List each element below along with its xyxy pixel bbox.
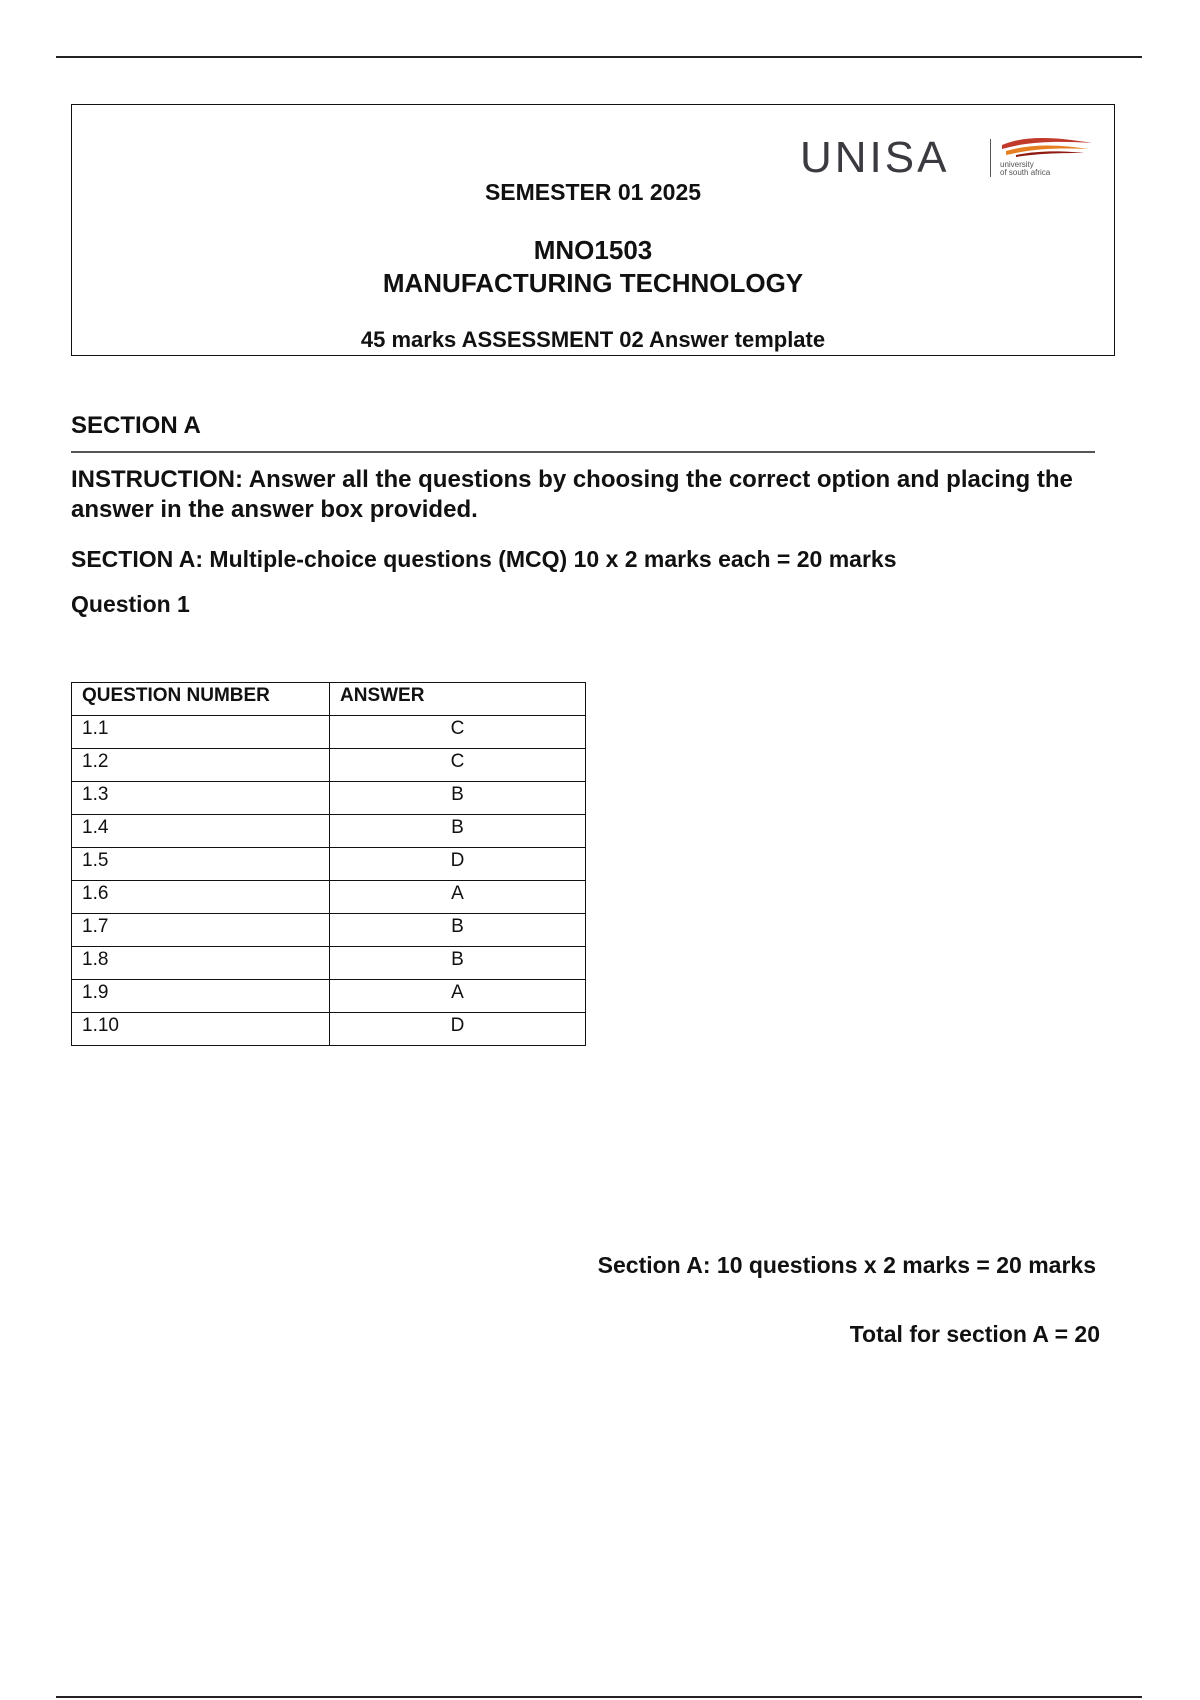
top-rule: [56, 56, 1142, 58]
answer-cell: A: [330, 980, 586, 1013]
logo-tagline-line2: of south africa: [1000, 168, 1051, 177]
course-code: MNO1503: [533, 235, 653, 265]
question-number-cell: 1.10: [72, 1013, 330, 1046]
table-row: [72, 815, 586, 848]
logo-divider: [990, 139, 991, 177]
logo-tagline: [1000, 161, 1050, 177]
question-number-cell: 1.8: [72, 947, 330, 980]
question-number-cell: 1.4: [72, 815, 330, 848]
answer-cell: D: [330, 1013, 586, 1046]
unisa-logo: [800, 133, 1100, 183]
answer-cell: B: [330, 815, 586, 848]
table-row: [72, 914, 586, 947]
section-total: Total for section A = 20: [849, 1321, 1100, 1347]
course-name: MANUFACTURING TECHNOLOGY: [382, 268, 804, 298]
answer-table: [71, 682, 586, 1046]
column-header-question: QUESTION NUMBER: [72, 683, 330, 716]
question-number-cell: 1.6: [72, 881, 330, 914]
table-row: [72, 848, 586, 881]
answer-cell: B: [330, 947, 586, 980]
question-number-cell: 1.2: [72, 749, 330, 782]
table-row: [72, 716, 586, 749]
answer-cell: B: [330, 782, 586, 815]
question-number-cell: 1.5: [72, 848, 330, 881]
answer-cell: D: [330, 848, 586, 881]
section-title: SECTION A: [71, 412, 201, 439]
table-row: [72, 782, 586, 815]
answer-cell: B: [330, 914, 586, 947]
logo-tagline-line1: university: [1000, 160, 1034, 169]
document-header: [71, 104, 1115, 356]
table-row: [72, 947, 586, 980]
logo-wordmark: UNISA: [800, 133, 950, 182]
section-marks-summary: Section A: 10 questions x 2 marks = 20 marks: [597, 1252, 1096, 1278]
column-header-answer: ANSWER: [330, 683, 586, 716]
section-divider: [71, 451, 1095, 453]
bottom-rule: [56, 1696, 1142, 1698]
mcq-heading: SECTION A: Multiple-choice questions (MCQ) 10 x 2 marks each = 20 marks: [71, 546, 897, 572]
table-row: [72, 881, 586, 914]
table-row: [72, 1013, 586, 1046]
table-row: [72, 749, 586, 782]
semester-label: SEMESTER 01 2025: [484, 179, 702, 205]
question-number-cell: 1.1: [72, 716, 330, 749]
answer-cell: C: [330, 749, 586, 782]
logo-swoosh-icon: [996, 135, 1096, 161]
answer-cell: C: [330, 716, 586, 749]
question-number-cell: 1.9: [72, 980, 330, 1013]
question-number-cell: 1.3: [72, 782, 330, 815]
instruction-text: INSTRUCTION: Answer all the questions by choosing the correct option and placing the answer in the answer box provided.: [71, 466, 1073, 523]
answer-cell: A: [330, 881, 586, 914]
table-header-row: [72, 683, 586, 716]
table-row: [72, 980, 586, 1013]
question-number-cell: 1.7: [72, 914, 330, 947]
assessment-title: 45 marks ASSESSMENT 02 Answer template: [360, 327, 826, 352]
question-heading: Question 1: [71, 591, 190, 617]
